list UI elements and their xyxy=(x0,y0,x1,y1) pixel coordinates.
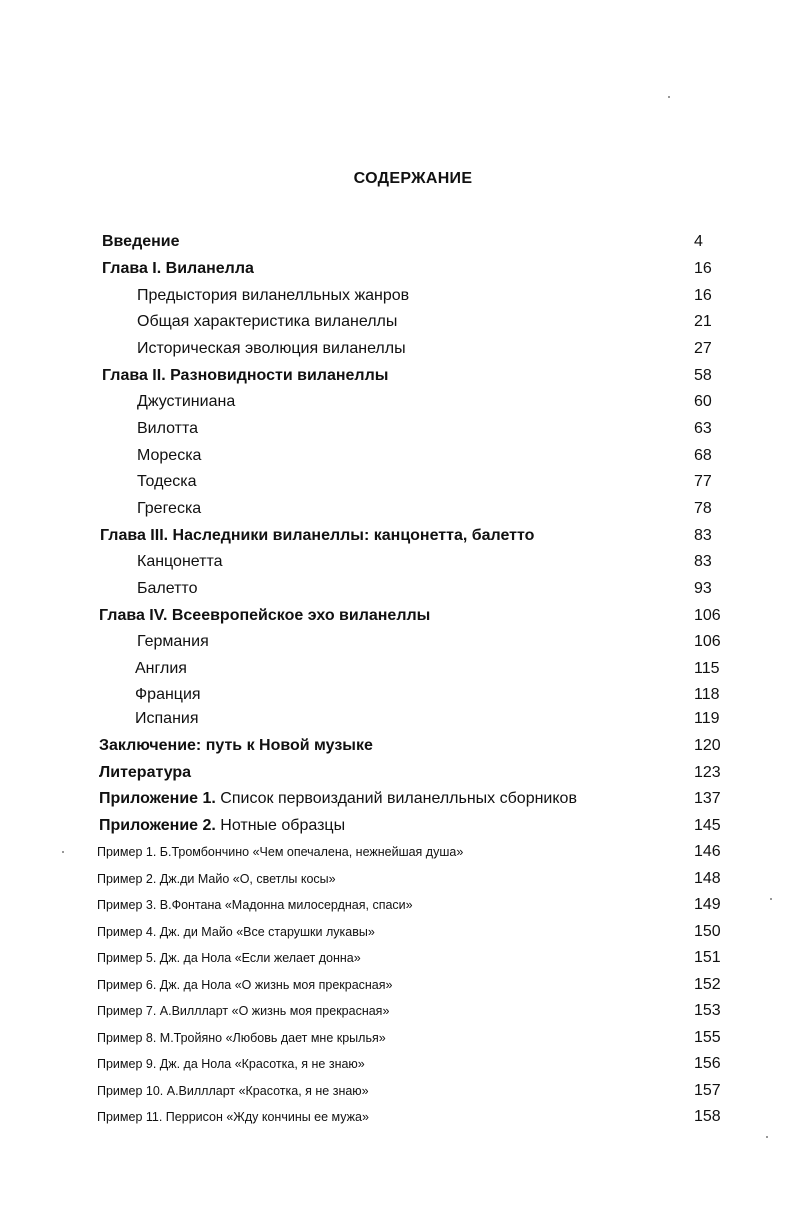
toc-entry-label: Пример 11. Перрисон «Жду кончины ее мужа» xyxy=(97,1110,369,1124)
toc-entry-label: Пример 2. Дж.ди Майо «О, светлы косы» xyxy=(97,872,336,886)
appendix-number: Приложение 2. xyxy=(99,817,216,834)
toc-entry-label: Глава III. Наследники виланеллы: канцонетта, балетто xyxy=(100,527,535,544)
toc-entry-page: 118 xyxy=(694,686,720,703)
toc-entry-label: Германия xyxy=(137,633,209,650)
toc-entry-page: 148 xyxy=(694,870,721,887)
toc-entry-section xyxy=(0,577,799,601)
toc-entry-page: 137 xyxy=(694,790,721,807)
toc-entry-label: Мореска xyxy=(137,447,202,464)
toc-entry-label: Пример 5. Дж. да Нола «Если желает донна» xyxy=(97,951,361,965)
toc-entry-example xyxy=(0,1026,799,1050)
scan-speck xyxy=(766,1136,768,1138)
appendix-title: Список первоизданий виланелльных сборников xyxy=(215,790,577,807)
toc-entry-literature xyxy=(0,761,799,785)
toc-entry-page: 78 xyxy=(694,500,712,517)
toc-entry-page: 120 xyxy=(694,737,721,754)
toc-entry-chapter-2 xyxy=(0,364,799,388)
toc-entry-label: Грегеска xyxy=(137,500,202,517)
appendix-title: Нотные образцы xyxy=(215,817,346,834)
toc-entry-label: Пример 4. Дж. ди Майо «Все старушки лукавы» xyxy=(97,925,375,939)
toc-entry-label: Джустиниана xyxy=(137,393,236,410)
appendix-number: Приложение 1. xyxy=(99,790,216,807)
toc-entry-section xyxy=(0,390,799,414)
toc-entry-page: 119 xyxy=(694,710,720,727)
toc-entry-label: Франция xyxy=(135,686,201,703)
toc-entry-example xyxy=(0,999,799,1023)
toc-entry-page: 106 xyxy=(694,633,721,650)
toc-entry-section xyxy=(0,683,799,707)
toc-entry-example xyxy=(0,1052,799,1076)
toc-entry-label: Историческая эволюция виланеллы xyxy=(137,340,406,357)
toc-entry-example xyxy=(0,893,799,917)
toc-entry-label: Пример 6. Дж. да Нола «О жизнь моя прекрасная» xyxy=(97,978,393,992)
toc-entry-page: 60 xyxy=(694,393,712,410)
toc-entry-label: Литература xyxy=(99,764,192,781)
toc-entry-label: Канцонетта xyxy=(137,553,223,570)
toc-entry-section xyxy=(0,284,799,308)
toc-entry-page: 153 xyxy=(694,1002,721,1019)
toc-entry-section xyxy=(0,310,799,334)
toc-entry-example xyxy=(0,1105,799,1129)
toc-entry-page: 4 xyxy=(694,233,703,250)
toc-entry-label: Тодеска xyxy=(137,473,197,490)
toc-entry-page: 106 xyxy=(694,607,721,624)
toc-entry-label xyxy=(99,814,345,838)
toc-entry-page: 93 xyxy=(694,580,712,597)
toc-entry-section xyxy=(0,707,799,731)
toc-entry-page: 149 xyxy=(694,896,721,913)
toc-entry-label: Глава IV. Всеевропейское эхо виланеллы xyxy=(99,607,431,624)
toc-entry-page: 123 xyxy=(694,764,721,781)
toc-entry-label: Пример 7. А.Виллларт «О жизнь моя прекрасная» xyxy=(97,1004,390,1018)
toc-entry-label: Глава II. Разновидности виланеллы xyxy=(102,367,389,384)
toc-entry-chapter-3 xyxy=(0,524,799,548)
toc-entry-label: Пример 1. Б.Тромбончино «Чем опечалена, нежнейшая душа» xyxy=(97,845,464,859)
toc-entry-page: 150 xyxy=(694,923,721,940)
toc-entry-label: Общая характеристика виланеллы xyxy=(137,313,398,330)
toc-entry-label xyxy=(99,787,577,811)
toc-entry-section xyxy=(0,417,799,441)
toc-entry-section xyxy=(0,470,799,494)
toc-entry-section xyxy=(0,337,799,361)
toc-entry-page: 158 xyxy=(694,1108,721,1125)
toc-entry-label: Заключение: путь к Новой музыке xyxy=(99,737,373,754)
toc-entry-label: Предыстория виланелльных жанров xyxy=(137,287,410,304)
toc-entry-page: 16 xyxy=(694,287,712,304)
toc-entry-example xyxy=(0,946,799,970)
toc-entry-page: 151 xyxy=(694,949,721,966)
toc-entry-page: 156 xyxy=(694,1055,721,1072)
toc-entry-page: 58 xyxy=(694,367,712,384)
toc-entry-label: Пример 10. А.Виллларт «Красотка, я не знаю» xyxy=(97,1084,369,1098)
toc-entry-label: Глава I. Виланелла xyxy=(102,260,254,277)
toc-entry-section xyxy=(0,444,799,468)
toc-entry-section xyxy=(0,630,799,654)
toc-entry-example xyxy=(0,867,799,891)
toc-entry-page: 83 xyxy=(694,553,712,570)
toc-entry-label: Введение xyxy=(102,233,180,250)
toc-entry-appendix-2 xyxy=(0,814,799,838)
toc-entry-conclusion xyxy=(0,734,799,758)
scan-speck xyxy=(770,898,772,900)
toc-entry-page: 83 xyxy=(694,527,712,544)
toc-entry-page: 115 xyxy=(694,660,720,677)
toc-entry-page: 16 xyxy=(694,260,712,277)
toc-entry-label: Пример 3. В.Фонтана «Мадонна милосердная, спаси» xyxy=(97,898,413,912)
toc-entry-appendix-1 xyxy=(0,787,799,811)
toc-entry-page: 145 xyxy=(694,817,721,834)
toc-entry-example xyxy=(0,920,799,944)
toc-entry-page: 21 xyxy=(694,313,712,330)
toc-entry-section xyxy=(0,497,799,521)
toc-entry-label: Пример 9. Дж. да Нола «Красотка, я не знаю» xyxy=(97,1057,365,1071)
toc-entry-page: 146 xyxy=(694,843,721,860)
toc-entry-page: 27 xyxy=(694,340,712,357)
toc-entry-example xyxy=(0,840,799,864)
toc-entry-label: Вилотта xyxy=(137,420,199,437)
toc-entry-chapter-4 xyxy=(0,604,799,628)
toc-entry-example xyxy=(0,973,799,997)
toc-entry-label: Балетто xyxy=(137,580,198,597)
toc-entry-page: 68 xyxy=(694,447,712,464)
page-title: СОДЕРЖАНИЕ xyxy=(353,170,473,187)
toc-entry-page: 152 xyxy=(694,976,721,993)
toc-entry-label: Пример 8. М.Тройяно «Любовь дает мне крылья» xyxy=(97,1031,386,1045)
scan-speck xyxy=(668,96,670,98)
toc-entry-introduction xyxy=(0,230,799,254)
toc-entry-page: 63 xyxy=(694,420,712,437)
toc-entry-page: 157 xyxy=(694,1082,721,1099)
toc-entry-section xyxy=(0,657,799,681)
toc-entry-example xyxy=(0,1079,799,1103)
toc-entry-page: 77 xyxy=(694,473,712,490)
toc-entry-label: Англия xyxy=(135,660,187,677)
scan-speck xyxy=(62,851,64,853)
toc-entry-page: 155 xyxy=(694,1029,721,1046)
toc-entry-chapter-1 xyxy=(0,257,799,281)
toc-entry-section xyxy=(0,550,799,574)
toc-entry-label: Испания xyxy=(135,710,199,727)
